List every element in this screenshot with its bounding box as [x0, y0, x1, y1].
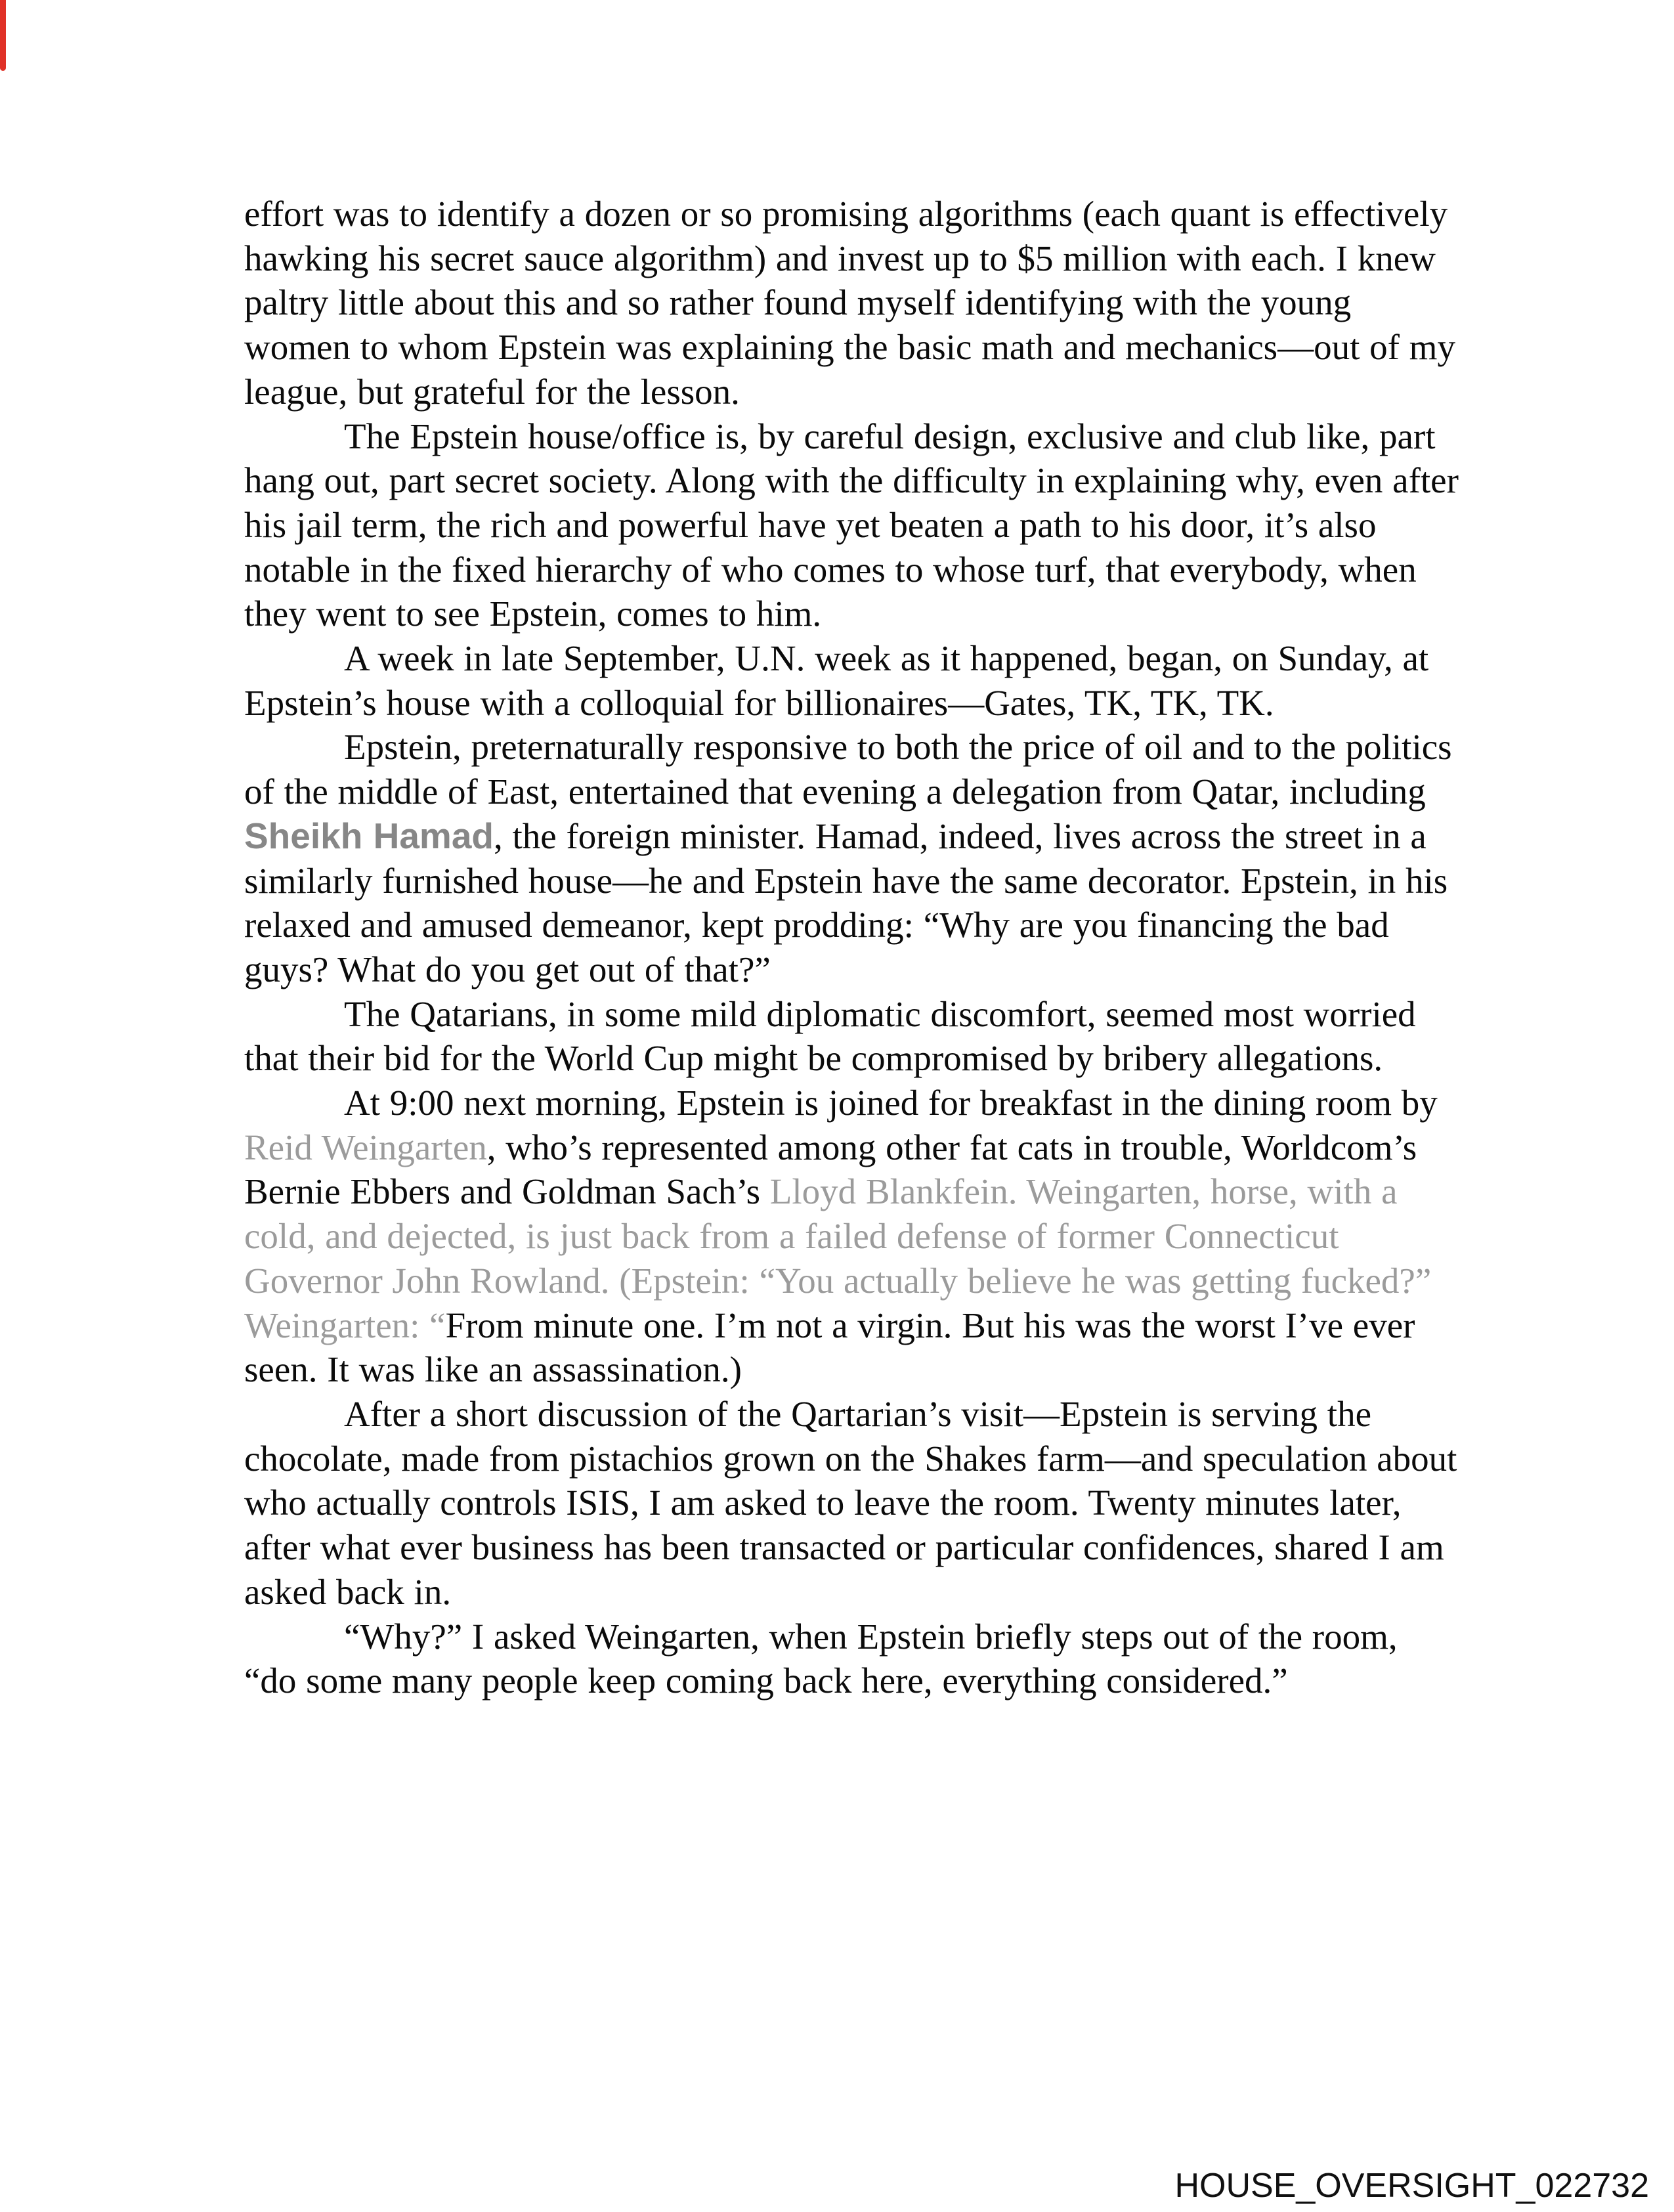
document-text-block: [244, 192, 1459, 1703]
paragraph: [244, 725, 1459, 991]
text-run: After a short discussion of the Qartarian’s visit—Epstein is serving the chocolate, made from pistachios grown on the Shakes farm—and speculation about who actually controls ISIS, I am asked to leave the room. Twenty minutes later, after what ever business has been transacted or particular confidences, shared I am asked back in.: [244, 1393, 1457, 1612]
paragraph: [244, 414, 1459, 637]
bates-number: HOUSE_OVERSIGHT_022732: [1174, 2167, 1649, 2205]
text-run: From minute one. I’m not a virgin. But his was the worst I’ve ever seen. It was like an assassination.): [244, 1305, 1415, 1390]
text-run: , the foreign minister. Hamad, indeed, lives across the street in a similarly furnished house—he and Epstein have the same decorator. Epstein, in his relaxed and amused demeanor, kept prodding: “Why are you financing the bad guys? What do you get out of that?”: [244, 815, 1448, 989]
text-run: A week in late September, U.N. week as it happened, began, on Sunday, at Epstein’s house with a colloquial for billionaires—Gates, TK, TK, TK.: [244, 638, 1429, 723]
text-run: The Qatarians, in some mild diplomatic discomfort, seemed most worried that their bid for the World Cup might be compromised by bribery allegations.: [244, 993, 1416, 1079]
red-scan-artifact-bar: [0, 0, 6, 71]
paragraph: [244, 636, 1459, 725]
paragraph: [244, 1081, 1459, 1392]
highlighted-name-run: Reid Weingarten: [244, 1127, 487, 1167]
highlighted-name-run: Lloyd Blankfein. Weingarten, horse, with a cold, and dejected, is just back from a failed defense of former Connecticut Governor John Rowland. (Epstein: “You actually believe he was getting fucked?” Weingarten: “: [244, 1171, 1432, 1345]
text-run: “Why?” I asked Weingarten, when Epstein briefly steps out of the room, “do some many people keep coming back here, everything considered.”: [244, 1616, 1398, 1701]
text-run: The Epstein house/office is, by careful design, exclusive and club like, part hang out, part secret society. Along with the difficulty in explaining why, even after his jail term, the rich and powerful have yet beaten a path to his door, it’s also notable in the fixed hierarchy of who comes to whose turf, that everybody, when they went to see Epstein, comes to him.: [244, 416, 1459, 634]
text-run: At 9:00 next morning, Epstein is joined for breakfast in the dining room by: [344, 1083, 1438, 1123]
text-run: Epstein, preternaturally responsive to both the price of oil and to the politics of the middle of East, entertained that evening a delegation from Qatar, including: [244, 727, 1452, 812]
paragraph: [244, 992, 1459, 1081]
text-run: effort was to identify a dozen or so promising algorithms (each quant is effectively hawking his secret sauce algorithm) and invest up to $5 million with each. I knew paltry little about this and so rather found myself identifying with the young women to whom Epstein was explaining the basic math and mechanics—out of my league, but grateful for the lesson.: [244, 194, 1455, 412]
text-run: , who’s represented among other fat cats in trouble, Worldcom’s Bernie Ebbers and Goldman Sach’s: [244, 1127, 1417, 1212]
paragraph: [244, 1615, 1459, 1703]
paragraph: [244, 1392, 1459, 1615]
highlighted-name-run: Sheikh Hamad: [244, 815, 494, 856]
paragraph: [244, 192, 1459, 414]
